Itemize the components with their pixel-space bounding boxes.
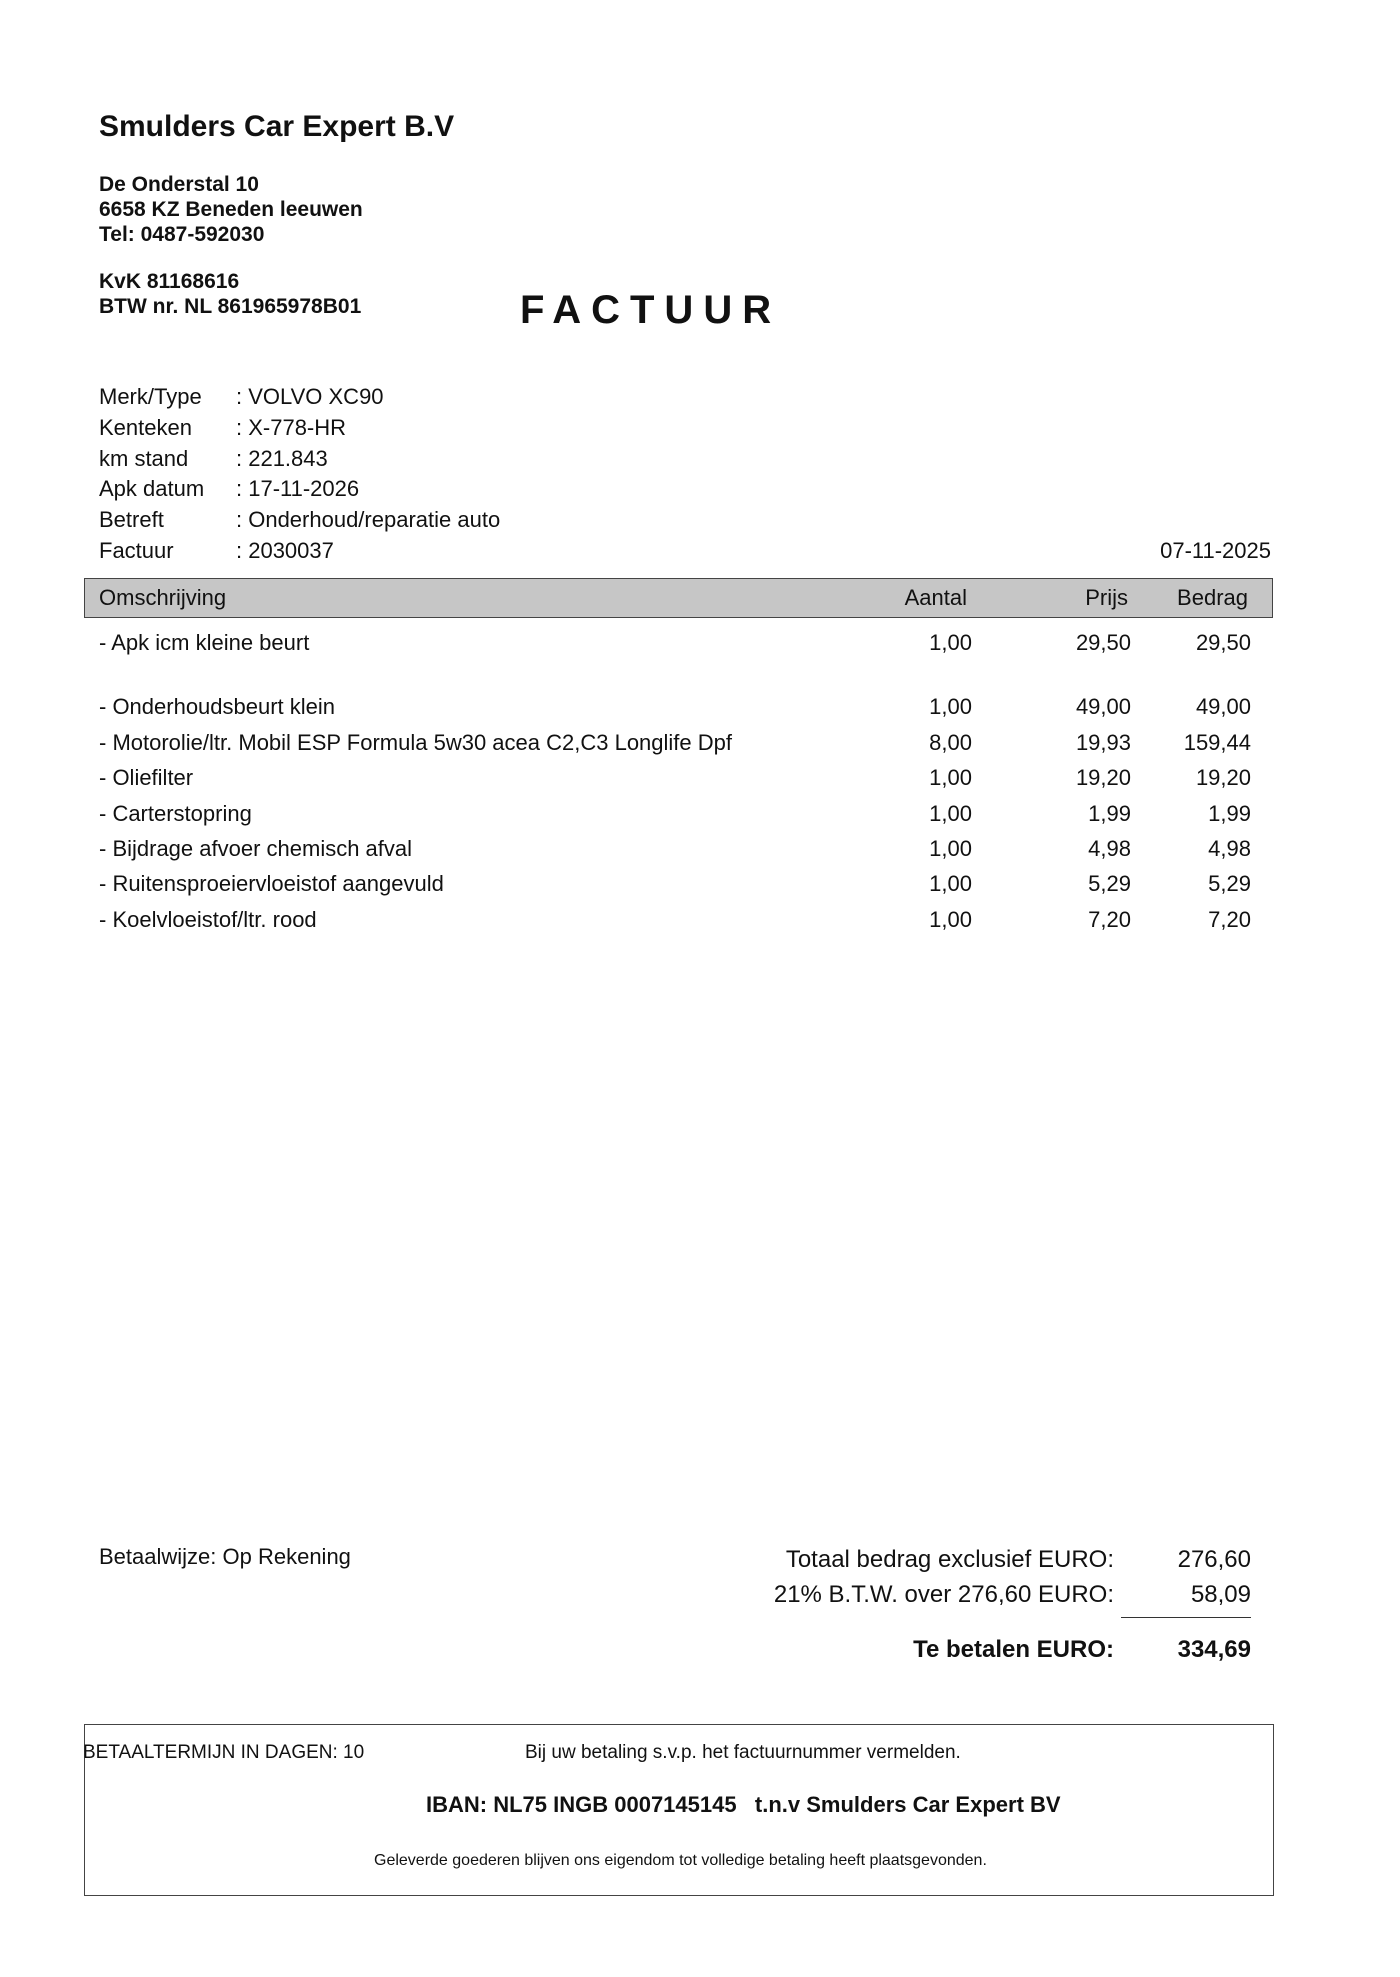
info-value: : VOLVO XC90 xyxy=(236,384,384,409)
info-label: Betreft xyxy=(99,507,164,533)
amount-due-value: 334,69 xyxy=(1177,1636,1251,1663)
table-row xyxy=(0,902,1400,937)
amount-due-label: Te betalen EURO: xyxy=(913,1636,1114,1663)
table-row xyxy=(0,689,1400,724)
row-price: 29,50 xyxy=(1075,630,1131,655)
row-description: - Onderhoudsbeurt klein xyxy=(99,694,336,720)
header-description: Omschrijving xyxy=(99,585,227,610)
table-row xyxy=(0,831,1400,866)
table-row xyxy=(0,725,1400,760)
header-amount: Bedrag xyxy=(1177,585,1248,610)
invoice-date: 07-11-2025 xyxy=(1160,538,1271,563)
info-value: : 2030037 xyxy=(236,537,334,563)
row-quantity: 1,00 xyxy=(929,906,972,932)
row-quantity: 1,00 xyxy=(929,871,972,897)
row-quantity: 1,00 xyxy=(929,630,972,655)
company-btw: BTW nr. NL 861965978B01 xyxy=(99,295,362,318)
company-address-line2: 6658 KZ Beneden leeuwen xyxy=(99,198,363,221)
table-row xyxy=(0,866,1400,901)
table-header xyxy=(84,578,1273,618)
row-price: 7,20 xyxy=(1088,906,1131,932)
info-label: Factuur xyxy=(99,537,174,563)
row-amount: 159,44 xyxy=(1183,729,1251,755)
payment-reference-message: Bij uw betaling s.v.p. het factuurnummer vermelden. xyxy=(525,1742,961,1763)
table-row xyxy=(0,760,1400,795)
company-address-line1: De Onderstal 10 xyxy=(99,173,259,196)
header-quantity: Aantal xyxy=(904,585,967,610)
row-quantity: 8,00 xyxy=(929,729,972,755)
row-description: - Motorolie/ltr. Mobil ESP Formula 5w30 acea C2,C3 Longlife Dpf xyxy=(99,729,732,755)
info-label: Apk datum xyxy=(99,476,205,502)
row-quantity: 1,00 xyxy=(929,694,972,720)
row-description: - Bijdrage afvoer chemisch afval xyxy=(99,835,413,861)
totals-divider xyxy=(1121,1617,1251,1618)
info-value: : 221.843 xyxy=(236,445,328,471)
payment-terms-box xyxy=(84,1724,1274,1896)
row-amount: 29,50 xyxy=(1195,630,1251,655)
row-quantity: 1,00 xyxy=(929,800,972,826)
table-row xyxy=(0,796,1400,831)
row-amount: 1,99 xyxy=(1208,800,1251,826)
company-phone: Tel: 0487-592030 xyxy=(99,223,265,246)
total-excl-label: Totaal bedrag exclusief EURO: xyxy=(785,1546,1114,1573)
row-description: - Carterstopring xyxy=(99,800,252,826)
row-amount: 5,29 xyxy=(1208,871,1251,897)
row-amount: 49,00 xyxy=(1195,694,1251,720)
row-description: - Koelvloeistof/ltr. rood xyxy=(99,906,317,932)
info-label: km stand xyxy=(99,445,189,471)
vat-value: 58,09 xyxy=(1190,1581,1251,1608)
row-price: 49,00 xyxy=(1075,694,1131,720)
row-price: 5,29 xyxy=(1088,871,1131,897)
ownership-note: Geleverde goederen blijven ons eigendom tot volledige betaling heeft plaatsgevonden. xyxy=(374,1852,987,1869)
row-amount: 7,20 xyxy=(1208,906,1251,932)
header-price: Prijs xyxy=(1085,585,1128,610)
document-title: FACTUUR xyxy=(520,288,782,332)
payment-term: BETAALTERMIJN IN DAGEN: 10 xyxy=(83,1742,365,1763)
info-value: : Onderhoud/reparatie auto xyxy=(236,507,501,533)
row-price: 19,93 xyxy=(1075,729,1131,755)
table-row xyxy=(0,625,1400,660)
total-excl-value: 276,60 xyxy=(1177,1546,1251,1573)
info-label: Merk/Type xyxy=(99,384,202,409)
company-name: Smulders Car Expert B.V xyxy=(99,110,455,143)
row-description: - Ruitensproeiervloeistof aangevuld xyxy=(99,871,444,897)
row-quantity: 1,00 xyxy=(929,835,972,861)
row-price: 19,20 xyxy=(1075,765,1131,791)
iban: IBAN: NL75 INGB 0007145145 t.n.v Smulders Car Expert BV xyxy=(426,1792,1061,1817)
row-quantity: 1,00 xyxy=(929,765,972,791)
row-price: 1,99 xyxy=(1088,800,1131,826)
row-amount: 19,20 xyxy=(1195,765,1251,791)
row-description: - Oliefilter xyxy=(99,765,194,791)
info-label: Kenteken xyxy=(99,414,192,440)
info-value: : 17-11-2026 xyxy=(236,476,360,502)
line-items xyxy=(0,625,1400,937)
payment-method: Betaalwijze: Op Rekening xyxy=(99,1544,351,1569)
row-amount: 4,98 xyxy=(1208,835,1251,861)
vat-label: 21% B.T.W. over 276,60 EURO: xyxy=(773,1581,1114,1608)
row-price: 4,98 xyxy=(1088,835,1131,861)
row-description: - Apk icm kleine beurt xyxy=(99,630,310,655)
company-kvk: KvK 81168616 xyxy=(99,270,240,293)
info-value: : X-778-HR xyxy=(236,414,347,440)
